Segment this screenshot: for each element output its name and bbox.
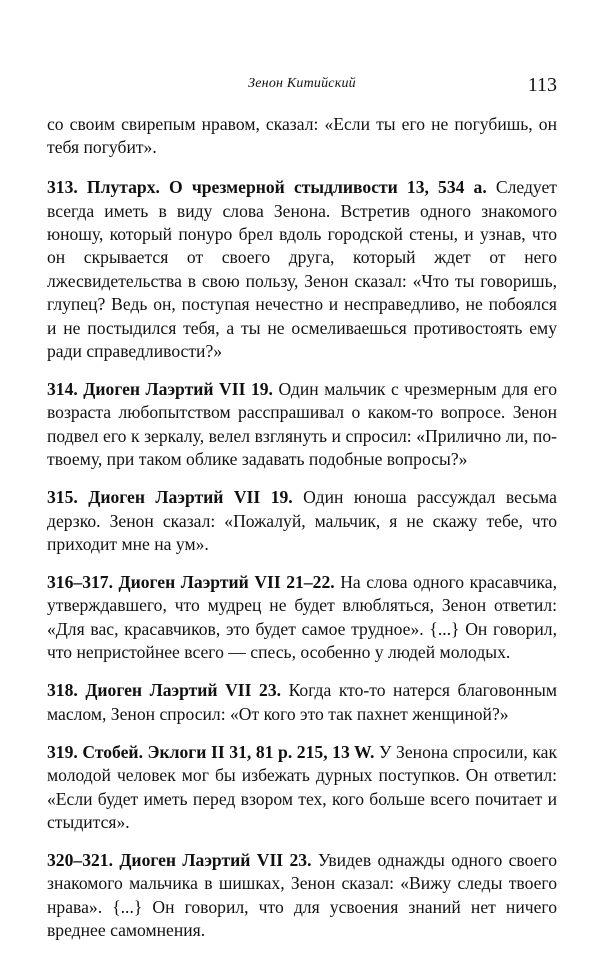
fragment-text: У Зенона спросили, как молодой человек мог бы избежать дурных поступков. Он ответил: «Если будет иметь перед взором тех, кого больше всего почитает и стыдится». [47,741,557,832]
source-reference: 315. Диоген Лаэртий VII 19. [47,487,293,508]
fragment-text: Один мальчик с чрезмерным для его возраста любопытством расспрашивал о каком-то вопросе. Зенон подвел его к зеркалу, велел взглянуть и спросил: «Прилично ли, по-твоему, при таком облике задавать подобные вопросы?» [47,379,557,470]
source-reference: 314. Диоген Лаэртий VII 19. [47,379,273,400]
fragment-text: Когда кто-то натерся благовонным маслом, Зенон спросил: «От кого это так пахнет женщиной?» [47,680,557,724]
fragment-314 [47,378,557,472]
running-head [47,74,557,102]
source-reference: 313. Плутарх. О чрезмерной стыдливости 13, 534 a. [47,177,487,198]
page-number: 113 [527,74,557,96]
fragment-text: Увидев однажды одного своего знакомого мальчика в шишках, Зенон сказал: «Вижу следы твоего нрава». {...} Он говорил, что для усвоения знаний нет ничего вреднее самомнения. [47,849,557,941]
running-title: Зенон Китийский [248,76,356,91]
paragraph-text: со своим свирепым нравом, сказал: «Если ты его не погубишь, он тебя погубит». [47,114,557,158]
fragment-319 [47,741,557,835]
fragment-text: Один юноша рассуждал весьма дерзко. Зенон сказал: «Пожалуй, мальчик, я не скажу тебе, что приходит мне на ум». [47,487,557,555]
fragment-313 [47,176,557,363]
fragment-316-317 [47,571,557,665]
continued-paragraph [47,113,557,160]
fragment-text: На слова одного красавчика, утверждавшего, что мудрец не будет влюбляться, Зенон ответил: «Для вас, красавчиков, это будет самое трудное». {...} Он говорил, что непристойнее всего — спесь, особенно у людей молодых. [47,572,557,663]
body-text [47,113,557,943]
fragment-text: Следует всегда иметь в виду слова Зенона. Встретив одного знакомого юношу, который понуро брел вдоль городской стены, и узнав, что он скрывается от своего друга, который ждет от него лжесвидетельства в свою пользу, Зенон сказал: «Что ты говоришь, глупец? Ведь он, поступая нечестно и несправедливо, не побоялся и не постыдился тебя, а ты не осмеливаешься противостоять ему ради справедливости?» [47,177,557,362]
source-reference: 319. Стобей. Эклоги II 31, 81 p. 215, 13 W. [47,741,375,762]
source-reference: 316–317. Диоген Лаэртий VII 21–22. [47,572,335,593]
source-reference: 318. Диоген Лаэртий VII 23. [47,680,282,701]
book-page [47,74,557,957]
fragment-320-321 [47,849,557,943]
source-reference: 320–321. Диоген Лаэртий VII 23. [47,849,312,870]
fragment-318 [47,679,557,726]
fragment-315 [47,486,557,556]
